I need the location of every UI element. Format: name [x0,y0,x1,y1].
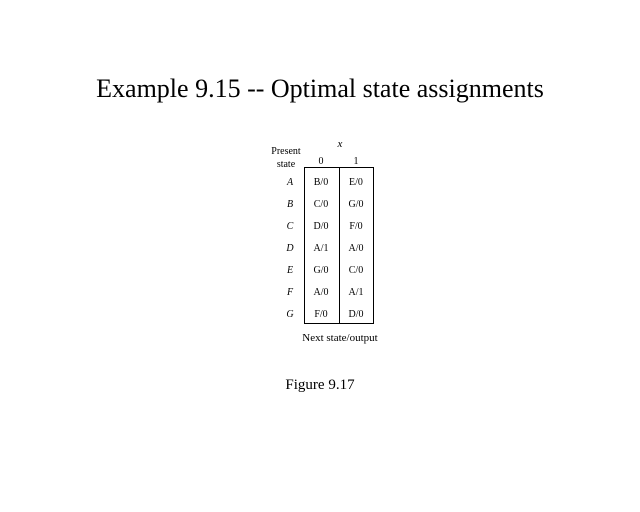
row-state-label: G [286,309,294,320]
next-state-cell: G/0 [313,265,329,276]
row-state-label: B [286,199,294,210]
figure-label: Figure 9.17 [285,377,355,393]
input-variable-header: x [337,138,343,150]
next-state-cell: F/0 [349,221,363,232]
slide-title: Example 9.15 -- Optimal state assignments [96,74,544,103]
row-state-label: A [286,177,294,188]
row-state-label: F [286,287,294,298]
column-header-0: 0 [318,156,324,167]
next-state-cell: A/0 [348,243,364,254]
column-header-1: 1 [353,156,359,167]
next-state-cell: G/0 [348,199,364,210]
next-state-cell: A/1 [348,287,364,298]
row-state-label: E [286,265,294,276]
next-state-cell: B/0 [313,177,329,188]
row-state-label: C [286,221,294,232]
next-state-cell: E/0 [349,177,363,188]
next-state-cell: C/0 [348,265,364,276]
next-state-cell: A/0 [313,287,329,298]
present-state-header: Present state [271,146,301,170]
next-state-cell: D/0 [313,221,329,232]
row-state-label: D [286,243,294,254]
next-state-cell: A/1 [313,243,329,254]
next-state-cell: F/0 [314,309,328,320]
table-caption: Next state/output [302,332,378,344]
next-state-cell: D/0 [348,309,364,320]
next-state-cell: C/0 [313,199,329,210]
